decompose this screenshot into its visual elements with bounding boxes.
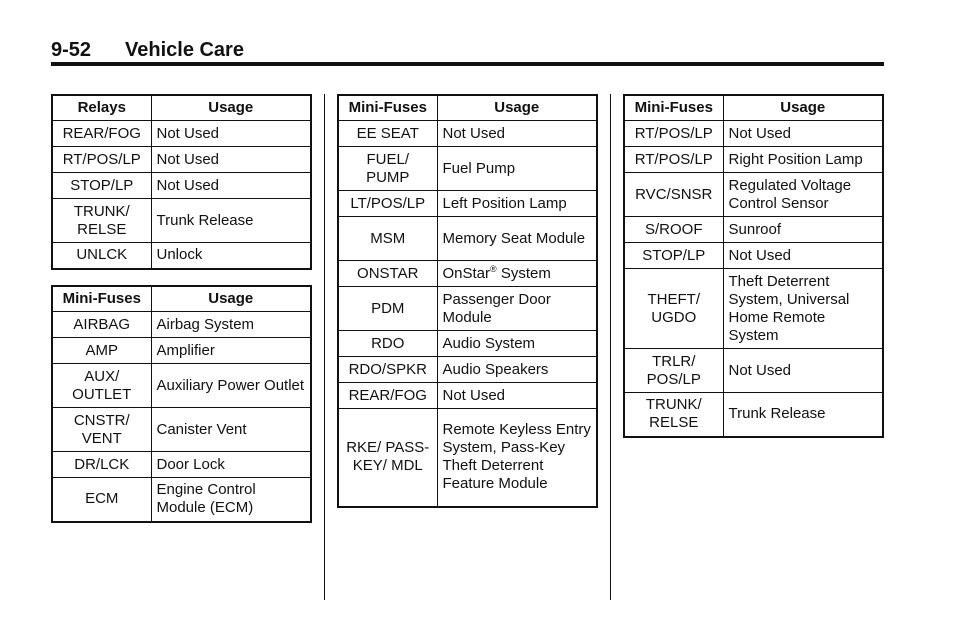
- table-row: [52, 147, 311, 173]
- usage-cell: Unlock: [151, 243, 311, 269]
- usage-cell: Passenger Door Module: [437, 287, 597, 331]
- usage-cell: Right Position Lamp: [723, 147, 883, 173]
- fuse-name-cell: AMP: [52, 338, 151, 364]
- usage-cell: Audio Speakers: [437, 357, 597, 383]
- table-row: [338, 287, 597, 331]
- usage-cell: Airbag System: [151, 312, 311, 338]
- table-row: [52, 338, 311, 364]
- fuse-name-cell: RDO: [338, 331, 437, 357]
- table-row: [52, 199, 311, 243]
- mini-fuses-column-header: Mini-Fuses: [52, 286, 151, 312]
- fuse-name-cell: RT/POS/LP: [624, 147, 723, 173]
- fuse-name-cell: EE SEAT: [338, 121, 437, 147]
- usage-cell: Not Used: [723, 349, 883, 393]
- usage-cell: Sunroof: [723, 217, 883, 243]
- fuse-name-cell: RT/POS/LP: [624, 121, 723, 147]
- header-rule: [51, 62, 884, 66]
- column-divider-2: [610, 94, 611, 600]
- table-row: [338, 147, 597, 191]
- usage-column-header: Usage: [151, 286, 311, 312]
- fuse-name-cell: CNSTR/ VENT: [52, 408, 151, 452]
- fuse-name-cell: ONSTAR: [338, 261, 437, 287]
- fuse-name-cell: DR/LCK: [52, 452, 151, 478]
- table-row: [624, 243, 883, 269]
- table-row: [624, 393, 883, 437]
- page-header: [51, 38, 884, 62]
- usage-cell: Fuel Pump: [437, 147, 597, 191]
- mini-fuses-table-1: [51, 285, 312, 523]
- table-row: [624, 147, 883, 173]
- mini-fuses-column-header: Mini-Fuses: [624, 95, 723, 121]
- usage-cell: Not Used: [151, 147, 311, 173]
- fuse-name-cell: RDO/SPKR: [338, 357, 437, 383]
- fuse-name-cell: TRUNK/ RELSE: [52, 199, 151, 243]
- usage-column-header: Usage: [151, 95, 311, 121]
- fuse-name-cell: RVC/SNSR: [624, 173, 723, 217]
- fuse-name-cell: REAR/FOG: [338, 383, 437, 409]
- table-row: [52, 173, 311, 199]
- mini-fuses-table-2: [337, 94, 598, 508]
- mini-fuses-table-3: [623, 94, 884, 438]
- fuse-name-cell: THEFT/ UGDO: [624, 269, 723, 349]
- usage-cell: Not Used: [437, 121, 597, 147]
- usage-cell: Not Used: [723, 243, 883, 269]
- table-row: [624, 173, 883, 217]
- mini-fuses-column-header: Mini-Fuses: [338, 95, 437, 121]
- usage-cell: Regulated Voltage Control Sensor: [723, 173, 883, 217]
- fuse-name-cell: AIRBAG: [52, 312, 151, 338]
- usage-cell: Auxiliary Power Outlet: [151, 364, 311, 408]
- fuse-name-cell: RKE/ PASS-KEY/ MDL: [338, 409, 437, 507]
- usage-cell: Door Lock: [151, 452, 311, 478]
- relays-column-header: Relays: [52, 95, 151, 121]
- usage-cell: Not Used: [151, 121, 311, 147]
- fuse-name-cell: REAR/FOG: [52, 121, 151, 147]
- fuse-name-cell: TRUNK/ RELSE: [624, 393, 723, 437]
- usage-cell: Trunk Release: [151, 199, 311, 243]
- usage-cell: OnStar® System: [437, 261, 597, 287]
- table-row: [338, 217, 597, 261]
- fuse-name-cell: STOP/LP: [52, 173, 151, 199]
- table-row: [52, 408, 311, 452]
- fuse-name-cell: UNLCK: [52, 243, 151, 269]
- table-row: [338, 121, 597, 147]
- fuse-name-cell: MSM: [338, 217, 437, 261]
- table-row: [52, 364, 311, 408]
- table-row: [624, 269, 883, 349]
- usage-column-header: Usage: [723, 95, 883, 121]
- table-row: [338, 191, 597, 217]
- usage-cell: Memory Seat Module: [437, 217, 597, 261]
- usage-cell: Amplifier: [151, 338, 311, 364]
- table-row: [338, 409, 597, 507]
- relays-table: [51, 94, 312, 270]
- usage-column-header: Usage: [437, 95, 597, 121]
- table-row: [52, 478, 311, 522]
- fuse-name-cell: STOP/LP: [624, 243, 723, 269]
- usage-cell: Not Used: [151, 173, 311, 199]
- table-row: [52, 121, 311, 147]
- table-row: [52, 452, 311, 478]
- table-row: [624, 121, 883, 147]
- column-divider-1: [324, 94, 325, 600]
- table-row: [52, 243, 311, 269]
- fuse-name-cell: RT/POS/LP: [52, 147, 151, 173]
- fuse-name-cell: LT/POS/LP: [338, 191, 437, 217]
- fuse-name-cell: PDM: [338, 287, 437, 331]
- fuse-name-cell: S/ROOF: [624, 217, 723, 243]
- usage-cell: Trunk Release: [723, 393, 883, 437]
- fuse-name-cell: AUX/ OUTLET: [52, 364, 151, 408]
- usage-cell: Canister Vent: [151, 408, 311, 452]
- table-row: [338, 357, 597, 383]
- table-row: [338, 383, 597, 409]
- fuse-name-cell: ECM: [52, 478, 151, 522]
- usage-cell: Not Used: [723, 121, 883, 147]
- table-row: [338, 261, 597, 287]
- section-title: Vehicle Care: [125, 39, 244, 61]
- usage-cell: Theft Deterrent System, Universal Home Remote System: [723, 269, 883, 349]
- table-row: [338, 331, 597, 357]
- usage-cell: Left Position Lamp: [437, 191, 597, 217]
- fuse-name-cell: TRLR/ POS/LP: [624, 349, 723, 393]
- usage-cell: Engine Control Module (ECM): [151, 478, 311, 522]
- fuse-name-cell: FUEL/ PUMP: [338, 147, 437, 191]
- table-row: [624, 349, 883, 393]
- page-number: 9-52: [51, 39, 92, 61]
- usage-cell: Remote Keyless Entry System, Pass-Key Theft Deterrent Feature Module: [437, 409, 597, 507]
- usage-cell: Audio System: [437, 331, 597, 357]
- usage-cell: Not Used: [437, 383, 597, 409]
- table-row: [624, 217, 883, 243]
- table-row: [52, 312, 311, 338]
